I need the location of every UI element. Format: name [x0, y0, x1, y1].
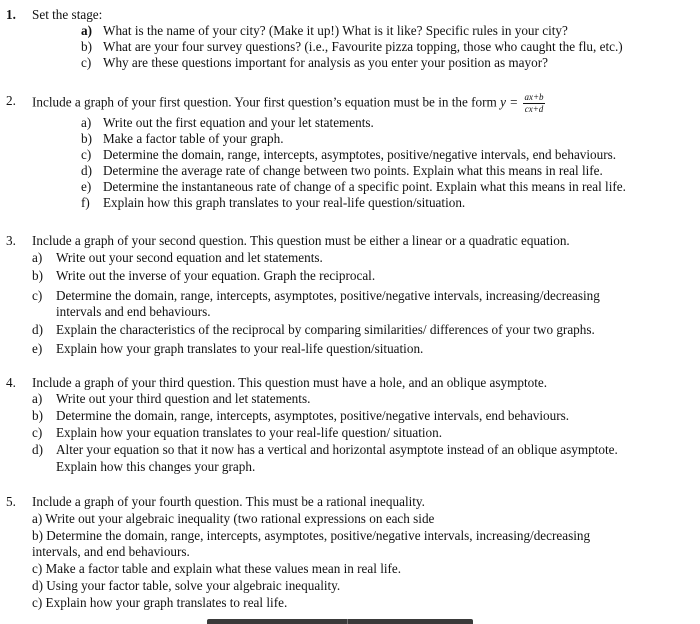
- q2-item-a-label: a): [81, 115, 92, 130]
- q3-item-c-text: Determine the domain, range, intercepts, asymptotes, positive/negative intervals, increasing/decreasing: [56, 288, 600, 303]
- q4-item-d-label: d): [32, 442, 43, 457]
- q3-item-d-label: d): [32, 322, 43, 337]
- q3-item-e-label: e): [32, 341, 43, 356]
- q3-item-d-text: Explain the characteristics of the reciprocal by comparing similarities/ differences of your two graphs.: [56, 322, 595, 337]
- q4-item-b-label: b): [32, 408, 43, 423]
- q2-item-d-text: Determine the average rate of change between two points. Explain what this means in real life.: [103, 163, 603, 178]
- q3-item-c-label: c): [32, 288, 43, 303]
- q1-item-a-label: a): [81, 23, 92, 38]
- q2-item-f-text: Explain how this graph translates to your real-life question/situation.: [103, 195, 466, 210]
- q2-item-e-text: Determine the instantaneous rate of change of a specific point. Explain what this means in real life.: [103, 179, 626, 194]
- q4-item-a-text: Write out your third question and let statements.: [56, 391, 311, 406]
- q2-item-c-label: c): [81, 147, 92, 162]
- q4-item-c-text: Explain how your equation translates to your real-life question/ situation.: [56, 425, 443, 440]
- q3-item-e-text: Explain how your graph translates to your real-life question/situation.: [56, 341, 424, 356]
- q3-item-a-label: a): [32, 250, 43, 265]
- q3-title: Include a graph of your second question. This question must be either a linear or a quadratic equation.: [32, 233, 570, 248]
- q5-line-e: c) Explain how your graph translates to real life.: [32, 595, 288, 610]
- q1-number: 1.: [6, 7, 16, 22]
- q3-number: 3.: [6, 233, 16, 248]
- q5-line-c: c) Make a factor table and explain what these values mean in real life.: [32, 561, 402, 576]
- q2-item-b-label: b): [81, 131, 92, 146]
- q4-item-d-text: Alter your equation so that it now has a vertical and horizontal asymptote instead of an oblique asymptote.: [56, 442, 618, 457]
- q4-item-b-text: Determine the domain, range, intercepts, asymptotes, positive/negative intervals, end behaviours.: [56, 408, 570, 423]
- q5-line-a: a) Write out your algebraic inequality (two rational expressions on each side: [32, 511, 435, 526]
- q4-item-d-continuation: Explain how this changes your graph.: [56, 459, 256, 474]
- q3-item-a-text: Write out your second equation and let statements.: [56, 250, 323, 265]
- q4-number: 4.: [6, 375, 16, 390]
- toolbar-divider: [347, 619, 348, 624]
- q2-item-e-label: e): [81, 179, 92, 194]
- q2-equation-lhs: y =: [500, 94, 519, 110]
- q2-item-b-text: Make a factor table of your graph.: [103, 131, 284, 146]
- q5-number: 5.: [6, 494, 16, 509]
- q3-item-c-continuation: intervals and end behaviours.: [56, 304, 211, 319]
- q2-title-line: [32, 93, 545, 114]
- q5-line-b: b) Determine the domain, range, intercepts, asymptotes, positive/negative intervals, increasing/decreasing: [32, 528, 591, 543]
- q2-item-c-text: Determine the domain, range, intercepts, asymptotes, positive/negative intervals, end behaviours.: [103, 147, 617, 162]
- q2-fraction-denominator: cx+d: [524, 104, 544, 114]
- q4-title: Include a graph of your third question. This question must have a hole, and an oblique asymptote.: [32, 375, 548, 390]
- q1-item-b-label: b): [81, 39, 92, 54]
- q4-item-a-label: a): [32, 391, 43, 406]
- q5-title: Include a graph of your fourth question. This must be a rational inequality.: [32, 494, 425, 509]
- q2-fraction-numerator: ax+b: [524, 92, 544, 102]
- q1-item-c-label: c): [81, 55, 92, 70]
- q1-title: Set the stage:: [32, 7, 103, 22]
- q2-item-d-label: d): [81, 163, 92, 178]
- q1-item-b-text: What are your four survey questions? (i.e., Favourite pizza topping, those who caught the flu, etc.): [103, 39, 623, 54]
- q5-line-d: d) Using your factor table, solve your algebraic inequality.: [32, 578, 341, 593]
- q3-item-b-label: b): [32, 268, 43, 283]
- q2-equation-fraction: [523, 93, 544, 114]
- q2-number: 2.: [6, 93, 16, 108]
- q3-item-b-text: Write out the inverse of your equation. Graph the reciprocal.: [56, 268, 376, 283]
- q2-item-a-text: Write out the first equation and your let statements.: [103, 115, 374, 130]
- q4-item-c-label: c): [32, 425, 43, 440]
- q1-item-c-text: Why are these questions important for analysis as you enter your position as mayor?: [103, 55, 548, 70]
- q2-item-f-label: f): [81, 195, 90, 210]
- q2-title: Include a graph of your first question. Your first question’s equation must be in the form: [32, 94, 497, 110]
- q1-item-a-text: What is the name of your city? (Make it up!) What is it like? Specific rules in your city?: [103, 23, 568, 38]
- bottom-toolbar[interactable]: [207, 619, 473, 624]
- q5-line-b-continuation: intervals, and end behaviours.: [32, 544, 190, 559]
